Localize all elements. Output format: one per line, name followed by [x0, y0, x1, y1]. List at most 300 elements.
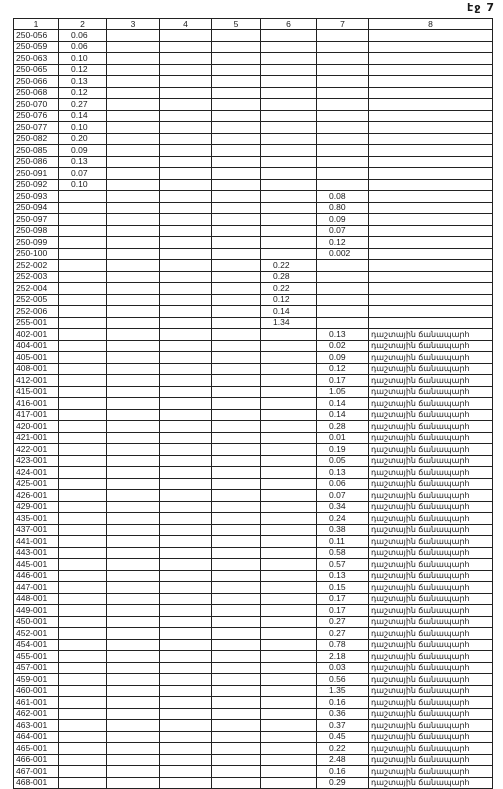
table-row — [14, 202, 493, 214]
table-cell-col-4 — [160, 76, 212, 88]
table-cell-col-4 — [160, 743, 212, 755]
land-parcel-table — [13, 18, 493, 789]
table-cell-col-4 — [160, 168, 212, 180]
table-cell-col-6 — [261, 133, 317, 145]
table-cell-col-8 — [369, 99, 493, 111]
table-cell-col-7: 0.02 — [317, 340, 369, 352]
table-cell-col-5 — [212, 697, 261, 709]
table-cell-col-6 — [261, 398, 317, 410]
table-row — [14, 547, 493, 559]
table-cell-col-8: դաշտային ճանապարհ — [369, 628, 493, 640]
table-cell-col-7: 0.13 — [317, 570, 369, 582]
table-cell-col-5 — [212, 248, 261, 260]
table-cell-col-8 — [369, 317, 493, 329]
table-cell-col-3 — [107, 697, 160, 709]
table-row — [14, 352, 493, 364]
table-cell-col-6 — [261, 628, 317, 640]
table-row — [14, 145, 493, 157]
parcel-code-cell: 441-001 — [14, 536, 59, 548]
table-cell-col-8: դաշտային ճանապարհ — [369, 363, 493, 375]
table-row — [14, 513, 493, 525]
table-cell-col-7 — [317, 76, 369, 88]
table-row — [14, 398, 493, 410]
table-cell-col-7: 0.17 — [317, 605, 369, 617]
table-cell-col-4 — [160, 731, 212, 743]
table-cell-col-8: դաշտային ճանապարհ — [369, 639, 493, 651]
column-header-8: 8 — [369, 19, 493, 30]
parcel-code-cell: 250-065 — [14, 64, 59, 76]
table-cell-col-2 — [59, 225, 107, 237]
table-cell-col-8: դաշտային ճանապարհ — [369, 616, 493, 628]
table-cell-col-6 — [261, 432, 317, 444]
table-cell-col-7 — [317, 294, 369, 306]
parcel-code-cell: 250-085 — [14, 145, 59, 157]
table-row — [14, 99, 493, 111]
table-cell-col-7: 0.15 — [317, 582, 369, 594]
table-cell-col-5 — [212, 133, 261, 145]
table-cell-col-5 — [212, 87, 261, 99]
table-cell-col-8: դաշտային ճանապարհ — [369, 582, 493, 594]
table-cell-col-5 — [212, 478, 261, 490]
table-cell-col-4 — [160, 455, 212, 467]
table-cell-col-7 — [317, 64, 369, 76]
parcel-code-cell: 422-001 — [14, 444, 59, 456]
table-row — [14, 754, 493, 766]
table-cell-col-3 — [107, 156, 160, 168]
table-cell-col-5 — [212, 605, 261, 617]
table-cell-col-8: դաշտային ճանապարհ — [369, 766, 493, 778]
table-cell-col-3 — [107, 260, 160, 272]
table-row — [14, 582, 493, 594]
table-row — [14, 432, 493, 444]
table-cell-col-5 — [212, 329, 261, 341]
parcel-code-cell: 465-001 — [14, 743, 59, 755]
table-cell-col-2 — [59, 616, 107, 628]
parcel-code-cell: 250-093 — [14, 191, 59, 203]
table-cell-col-7: 0.17 — [317, 593, 369, 605]
table-cell-col-7: 1.05 — [317, 386, 369, 398]
table-cell-col-5 — [212, 685, 261, 697]
table-cell-col-4 — [160, 582, 212, 594]
table-cell-col-3 — [107, 340, 160, 352]
table-cell-col-7: 0.12 — [317, 363, 369, 375]
table-cell-col-4 — [160, 720, 212, 732]
table-cell-col-2 — [59, 674, 107, 686]
table-cell-col-4 — [160, 536, 212, 548]
table-cell-col-5 — [212, 708, 261, 720]
table-row — [14, 777, 493, 789]
table-row — [14, 76, 493, 88]
table-cell-col-2 — [59, 536, 107, 548]
table-cell-col-6 — [261, 570, 317, 582]
table-cell-col-8: դաշտային ճանապարհ — [369, 674, 493, 686]
table-cell-col-6 — [261, 352, 317, 364]
table-cell-col-3 — [107, 41, 160, 53]
table-cell-col-4 — [160, 260, 212, 272]
table-cell-col-2 — [59, 398, 107, 410]
table-cell-col-4 — [160, 191, 212, 203]
table-cell-col-2 — [59, 490, 107, 502]
table-cell-col-6 — [261, 685, 317, 697]
table-cell-col-6 — [261, 697, 317, 709]
table-cell-col-5 — [212, 122, 261, 134]
table-row — [14, 731, 493, 743]
table-cell-col-5 — [212, 501, 261, 513]
table-cell-col-4 — [160, 99, 212, 111]
table-cell-col-3 — [107, 30, 160, 42]
table-cell-col-8 — [369, 30, 493, 42]
table-cell-col-7: 0.36 — [317, 708, 369, 720]
table-cell-col-5 — [212, 444, 261, 456]
table-cell-col-6 — [261, 53, 317, 65]
parcel-code-cell: 463-001 — [14, 720, 59, 732]
table-cell-col-3 — [107, 329, 160, 341]
table-cell-col-8: դաշտային ճանապարհ — [369, 605, 493, 617]
table-cell-col-2: 0.10 — [59, 122, 107, 134]
table-cell-col-4 — [160, 30, 212, 42]
table-cell-col-3 — [107, 191, 160, 203]
table-cell-col-4 — [160, 674, 212, 686]
table-cell-col-6 — [261, 536, 317, 548]
table-cell-col-8: դաշտային ճանապարհ — [369, 536, 493, 548]
table-cell-col-8 — [369, 156, 493, 168]
table-cell-col-5 — [212, 490, 261, 502]
parcel-code-cell: 446-001 — [14, 570, 59, 582]
parcel-code-cell: 461-001 — [14, 697, 59, 709]
table-cell-col-2 — [59, 697, 107, 709]
table-cell-col-2 — [59, 478, 107, 490]
parcel-code-cell: 250-097 — [14, 214, 59, 226]
table-cell-col-7 — [317, 133, 369, 145]
table-cell-col-2 — [59, 409, 107, 421]
table-cell-col-8: դաշտային ճանապարհ — [369, 478, 493, 490]
table-cell-col-8 — [369, 41, 493, 53]
table-cell-col-3 — [107, 421, 160, 433]
table-row — [14, 651, 493, 663]
table-cell-col-4 — [160, 524, 212, 536]
table-cell-col-3 — [107, 536, 160, 548]
parcel-code-cell: 250-056 — [14, 30, 59, 42]
header-row — [14, 19, 493, 30]
table-cell-col-7 — [317, 156, 369, 168]
table-cell-col-7 — [317, 260, 369, 272]
table-cell-col-6 — [261, 524, 317, 536]
table-cell-col-5 — [212, 271, 261, 283]
table-cell-col-2: 0.12 — [59, 87, 107, 99]
table-cell-col-7: 0.37 — [317, 720, 369, 732]
table-cell-col-5 — [212, 283, 261, 295]
table-cell-col-6 — [261, 329, 317, 341]
table-cell-col-5 — [212, 524, 261, 536]
table-cell-col-4 — [160, 133, 212, 145]
table-cell-col-4 — [160, 432, 212, 444]
table-cell-col-8 — [369, 237, 493, 249]
table-cell-col-6 — [261, 743, 317, 755]
table-cell-col-5 — [212, 593, 261, 605]
table-cell-col-6 — [261, 731, 317, 743]
table-cell-col-5 — [212, 398, 261, 410]
table-cell-col-7: 0.28 — [317, 421, 369, 433]
table-row — [14, 87, 493, 99]
table-cell-col-2 — [59, 570, 107, 582]
table-row — [14, 294, 493, 306]
table-cell-col-2: 0.10 — [59, 179, 107, 191]
table-cell-col-4 — [160, 708, 212, 720]
table-cell-col-8 — [369, 294, 493, 306]
parcel-code-cell: 250-091 — [14, 168, 59, 180]
table-cell-col-8 — [369, 179, 493, 191]
table-cell-col-5 — [212, 214, 261, 226]
table-cell-col-7: 0.14 — [317, 398, 369, 410]
table-cell-col-4 — [160, 467, 212, 479]
table-cell-col-3 — [107, 731, 160, 743]
table-cell-col-2 — [59, 708, 107, 720]
table-cell-col-8: դաշտային ճանապարհ — [369, 513, 493, 525]
table-cell-col-3 — [107, 432, 160, 444]
table-cell-col-6 — [261, 582, 317, 594]
table-cell-col-8: դաշտային ճանապարհ — [369, 743, 493, 755]
table-cell-col-7 — [317, 283, 369, 295]
table-cell-col-5 — [212, 110, 261, 122]
table-cell-col-4 — [160, 662, 212, 674]
table-cell-col-7: 0.09 — [317, 352, 369, 364]
table-cell-col-2 — [59, 628, 107, 640]
parcel-code-cell: 462-001 — [14, 708, 59, 720]
table-cell-col-3 — [107, 110, 160, 122]
table-cell-col-2 — [59, 421, 107, 433]
table-cell-col-6 — [261, 421, 317, 433]
table-cell-col-7 — [317, 145, 369, 157]
table-cell-col-3 — [107, 237, 160, 249]
table-cell-col-8: դաշտային ճանապարհ — [369, 467, 493, 479]
table-cell-col-3 — [107, 363, 160, 375]
table-row — [14, 720, 493, 732]
table-cell-col-6 — [261, 87, 317, 99]
table-cell-col-4 — [160, 156, 212, 168]
table-cell-col-5 — [212, 467, 261, 479]
table-cell-col-8: դաշտային ճանապարհ — [369, 593, 493, 605]
table-row — [14, 501, 493, 513]
table-cell-col-2 — [59, 352, 107, 364]
table-cell-col-5 — [212, 225, 261, 237]
table-cell-col-8 — [369, 306, 493, 318]
column-header-7: 7 — [317, 19, 369, 30]
table-cell-col-2 — [59, 432, 107, 444]
table-cell-col-8: դաշտային ճանապարհ — [369, 662, 493, 674]
table-cell-col-8: դաշտային ճանապարհ — [369, 490, 493, 502]
table-cell-col-3 — [107, 306, 160, 318]
table-row — [14, 317, 493, 329]
table-cell-col-6 — [261, 754, 317, 766]
table-cell-col-6 — [261, 501, 317, 513]
table-cell-col-8: դաշտային ճանապարհ — [369, 570, 493, 582]
table-cell-col-7: 0.08 — [317, 191, 369, 203]
parcel-code-cell: 252-002 — [14, 260, 59, 272]
table-cell-col-8: դաշտային ճանապարհ — [369, 559, 493, 571]
parcel-code-cell: 250-086 — [14, 156, 59, 168]
table-row — [14, 375, 493, 387]
table-cell-col-8 — [369, 283, 493, 295]
parcel-code-cell: 457-001 — [14, 662, 59, 674]
parcel-code-cell: 412-001 — [14, 375, 59, 387]
table-cell-col-2 — [59, 444, 107, 456]
table-row — [14, 524, 493, 536]
table-cell-col-4 — [160, 766, 212, 778]
table-cell-col-3 — [107, 593, 160, 605]
table-cell-col-2 — [59, 248, 107, 260]
table-cell-col-7 — [317, 317, 369, 329]
table-cell-col-5 — [212, 76, 261, 88]
parcel-code-cell: 250-092 — [14, 179, 59, 191]
table-cell-col-6 — [261, 122, 317, 134]
table-cell-col-3 — [107, 202, 160, 214]
table-cell-col-3 — [107, 467, 160, 479]
table-row — [14, 122, 493, 134]
table-row — [14, 191, 493, 203]
table-cell-col-3 — [107, 317, 160, 329]
table-cell-col-6 — [261, 490, 317, 502]
table-cell-col-6 — [261, 616, 317, 628]
table-cell-col-5 — [212, 570, 261, 582]
table-cell-col-6 — [261, 513, 317, 525]
table-cell-col-2 — [59, 340, 107, 352]
table-cell-col-3 — [107, 386, 160, 398]
table-cell-col-4 — [160, 444, 212, 456]
table-cell-col-2 — [59, 754, 107, 766]
table-cell-col-2 — [59, 524, 107, 536]
table-cell-col-2 — [59, 329, 107, 341]
table-cell-col-3 — [107, 168, 160, 180]
table-cell-col-3 — [107, 145, 160, 157]
table-cell-col-5 — [212, 651, 261, 663]
table-cell-col-5 — [212, 41, 261, 53]
table-cell-col-7: 0.11 — [317, 536, 369, 548]
table-row — [14, 156, 493, 168]
table-row — [14, 306, 493, 318]
parcel-code-cell: 452-001 — [14, 628, 59, 640]
table-cell-col-6 — [261, 639, 317, 651]
table-cell-col-3 — [107, 513, 160, 525]
table-cell-col-5 — [212, 363, 261, 375]
table-row — [14, 639, 493, 651]
table-cell-col-3 — [107, 455, 160, 467]
table-cell-col-3 — [107, 294, 160, 306]
column-header-6: 6 — [261, 19, 317, 30]
parcel-code-cell: 252-006 — [14, 306, 59, 318]
table-cell-col-5 — [212, 547, 261, 559]
table-cell-col-3 — [107, 444, 160, 456]
table-cell-col-6 — [261, 375, 317, 387]
table-cell-col-4 — [160, 237, 212, 249]
table-cell-col-6 — [261, 547, 317, 559]
table-row — [14, 41, 493, 53]
table-cell-col-4 — [160, 87, 212, 99]
table-cell-col-7: 0.13 — [317, 329, 369, 341]
table-cell-col-4 — [160, 628, 212, 640]
table-cell-col-4 — [160, 363, 212, 375]
table-cell-col-5 — [212, 179, 261, 191]
table-cell-col-7: 0.14 — [317, 409, 369, 421]
table-cell-col-3 — [107, 478, 160, 490]
table-cell-col-6 — [261, 237, 317, 249]
table-cell-col-5 — [212, 628, 261, 640]
parcel-code-cell: 435-001 — [14, 513, 59, 525]
table-cell-col-7: 0.27 — [317, 628, 369, 640]
table-row — [14, 628, 493, 640]
table-row — [14, 559, 493, 571]
table-cell-col-3 — [107, 225, 160, 237]
table-cell-col-6 — [261, 156, 317, 168]
table-cell-col-7: 0.12 — [317, 237, 369, 249]
table-cell-col-4 — [160, 559, 212, 571]
table-cell-col-5 — [212, 639, 261, 651]
parcel-code-cell: 402-001 — [14, 329, 59, 341]
table-cell-col-8: դաշտային ճանապարհ — [369, 708, 493, 720]
table-cell-col-2 — [59, 766, 107, 778]
table-cell-col-4 — [160, 248, 212, 260]
table-cell-col-8 — [369, 260, 493, 272]
table-row — [14, 421, 493, 433]
table-cell-col-4 — [160, 122, 212, 134]
parcel-code-cell: 250-059 — [14, 41, 59, 53]
table-row — [14, 444, 493, 456]
table-row — [14, 743, 493, 755]
table-cell-col-7: 0.57 — [317, 559, 369, 571]
table-cell-col-4 — [160, 593, 212, 605]
table-cell-col-7: 0.38 — [317, 524, 369, 536]
table-cell-col-3 — [107, 122, 160, 134]
table-cell-col-3 — [107, 352, 160, 364]
table-cell-col-5 — [212, 156, 261, 168]
table-cell-col-4 — [160, 513, 212, 525]
table-row — [14, 593, 493, 605]
parcel-code-cell: 250-066 — [14, 76, 59, 88]
table-cell-col-7: 2.48 — [317, 754, 369, 766]
table-cell-col-2: 0.13 — [59, 156, 107, 168]
table-cell-col-2 — [59, 294, 107, 306]
table-cell-col-5 — [212, 352, 261, 364]
column-header-2: 2 — [59, 19, 107, 30]
table-cell-col-7 — [317, 87, 369, 99]
table-cell-col-6: 1.34 — [261, 317, 317, 329]
parcel-code-cell: 437-001 — [14, 524, 59, 536]
table-row — [14, 467, 493, 479]
table-cell-col-2 — [59, 777, 107, 789]
parcel-code-cell: 426-001 — [14, 490, 59, 502]
table-cell-col-8: դաշտային ճանապարհ — [369, 386, 493, 398]
table-cell-col-2 — [59, 662, 107, 674]
parcel-code-cell: 252-005 — [14, 294, 59, 306]
table-row — [14, 455, 493, 467]
table-cell-col-5 — [212, 375, 261, 387]
table-cell-col-6 — [261, 559, 317, 571]
table-cell-col-4 — [160, 352, 212, 364]
table-cell-col-7: 0.17 — [317, 375, 369, 387]
table-cell-col-3 — [107, 133, 160, 145]
parcel-code-cell: 445-001 — [14, 559, 59, 571]
parcel-code-cell: 443-001 — [14, 547, 59, 559]
table-cell-col-6 — [261, 766, 317, 778]
table-cell-col-8: դաշտային ճանապարհ — [369, 398, 493, 410]
table-cell-col-3 — [107, 720, 160, 732]
table-row — [14, 168, 493, 180]
table-cell-col-4 — [160, 306, 212, 318]
table-cell-col-5 — [212, 202, 261, 214]
table-cell-col-2 — [59, 547, 107, 559]
table-cell-col-8 — [369, 110, 493, 122]
table-cell-col-3 — [107, 248, 160, 260]
parcel-code-cell: 459-001 — [14, 674, 59, 686]
